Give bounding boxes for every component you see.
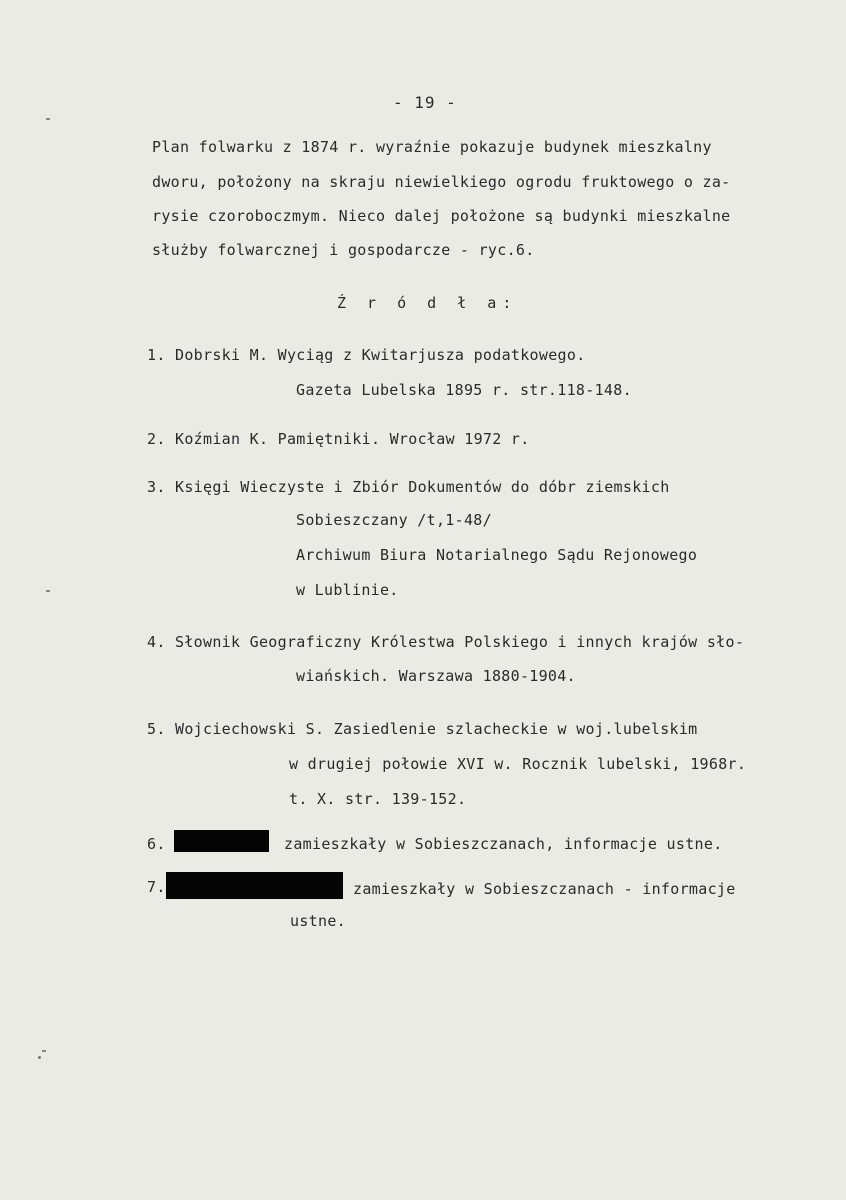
source-3-line-3: Archiwum Biura Notarialnego Sądu Rejonowego (296, 546, 698, 564)
source-7-line-1: zamieszkały w Sobieszczanach - informacje (353, 880, 736, 898)
source-5-line-3: t. X. str. 139-152. (289, 790, 467, 808)
source-3-line-1: 3. Księgi Wieczyste i Zbiór Dokumentów do dóbr ziemskich (147, 478, 670, 496)
paragraph-line-2: dworu, położony na skraju niewielkiego ogrodu fruktowego o za- (152, 173, 731, 191)
source-1-line-2: Gazeta Lubelska 1895 r. str.118-148. (296, 381, 632, 399)
source-4-line-2: wiańskich. Warszawa 1880-1904. (296, 667, 576, 685)
margin-mark (38, 1056, 41, 1059)
page-number: - 19 - (393, 93, 457, 112)
redaction-bar (166, 872, 343, 899)
sources-heading: Ź r ó d ł a: (337, 294, 518, 312)
source-7-number: 7. (147, 878, 166, 896)
source-5-line-1: 5. Wojciechowski S. Zasiedlenie szlacheckie w woj.lubelskim (147, 720, 698, 738)
source-3-line-2: Sobieszczany /t,1-48/ (296, 511, 492, 529)
source-3-line-4: w Lublinie. (296, 581, 399, 599)
source-1-line-1: 1. Dobrski M. Wyciąg z Kwitarjusza podatkowego. (147, 346, 586, 364)
source-6-number: 6. (147, 835, 166, 853)
paragraph-line-1: Plan folwarku z 1874 r. wyraźnie pokazuje budynek mieszkalny (152, 138, 712, 156)
margin-mark (42, 1050, 46, 1052)
redaction-bar (174, 830, 269, 852)
source-4-line-1: 4. Słownik Geograficzny Królestwa Polskiego i innych krajów sło- (147, 633, 745, 651)
paragraph-line-4: służby folwarcznej i gospodarcze - ryc.6. (152, 241, 535, 259)
source-2-line-1: 2. Koźmian K. Pamiętniki. Wrocław 1972 r. (147, 430, 530, 448)
margin-mark (46, 118, 50, 120)
margin-mark (46, 590, 50, 592)
source-6-text: zamieszkały w Sobieszczanach, informacje ustne. (284, 835, 723, 853)
paragraph-line-3: rysie czoroboczmym. Nieco dalej położone są budynki mieszkalne (152, 207, 731, 225)
source-7-line-2: ustne. (290, 912, 346, 930)
source-5-line-2: w drugiej połowie XVI w. Rocznik lubelski, 1968r. (289, 755, 747, 773)
